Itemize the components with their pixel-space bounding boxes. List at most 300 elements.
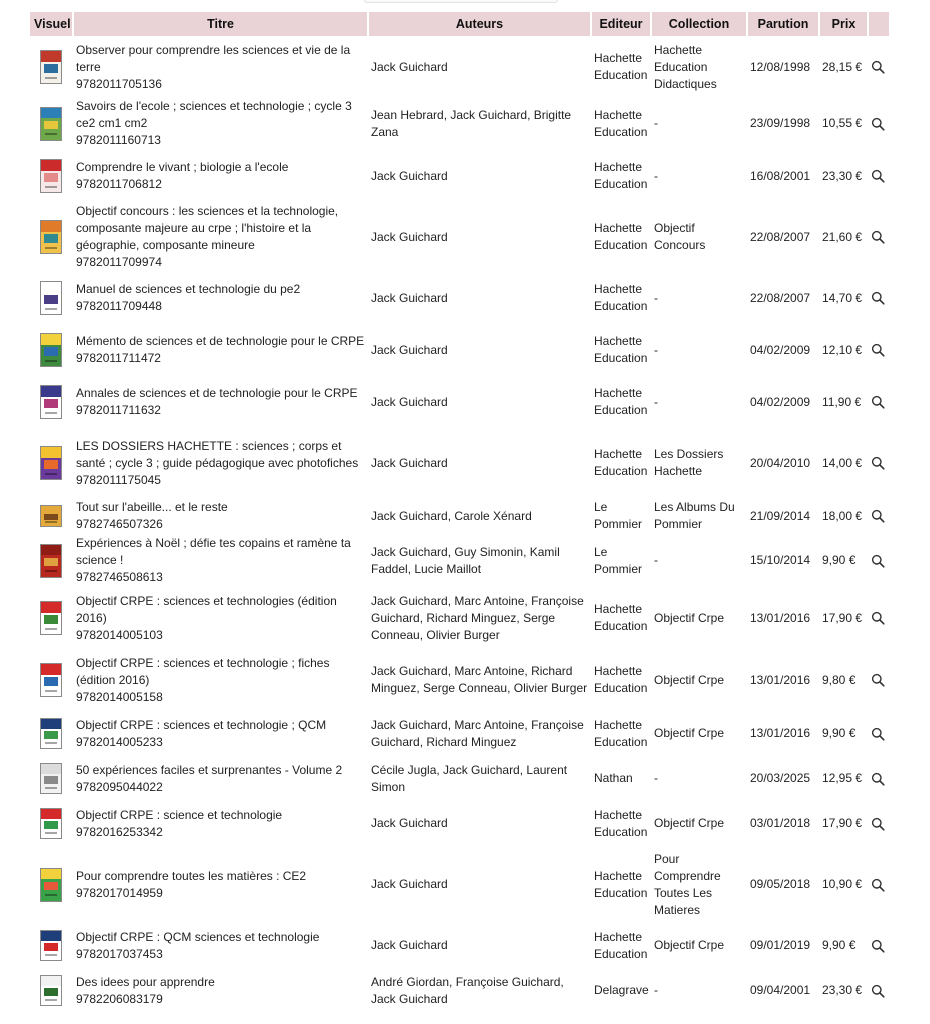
cover-art (44, 677, 58, 685)
cover-band (41, 282, 61, 293)
book-publisher: Hachette Education (594, 602, 648, 633)
book-authors: Cécile Jugla, Jack Guichard, Laurent Simon (371, 762, 568, 794)
book-isbn: 9782011709448 (76, 299, 162, 313)
book-authors: Jack Guichard (371, 877, 448, 891)
cover-line (45, 832, 57, 834)
book-price: 18,00 € (822, 508, 863, 523)
search-icon[interactable] (871, 727, 885, 741)
action-cell (869, 650, 889, 710)
book-publisher: Nathan (594, 771, 633, 785)
cover-cell (30, 588, 72, 648)
cover-art (44, 988, 58, 996)
book-authors: Jack Guichard, Marc Antoine, Françoise Guichard, Richard Minguez (371, 717, 584, 749)
cover-band (41, 809, 61, 819)
book-release-date: 21/09/2014 (750, 508, 811, 523)
search-icon[interactable] (871, 772, 885, 786)
book-release-date: 04/02/2009 (750, 342, 811, 357)
cover-art (44, 731, 58, 739)
book-title[interactable]: Objectif CRPE : sciences et technologie ; fiches (édition 2016) (76, 655, 330, 687)
book-isbn: 9782017014959 (76, 885, 163, 900)
book-isbn: 9782011705136 (76, 76, 162, 91)
book-publisher: Hachette Education (594, 807, 648, 839)
search-icon[interactable] (871, 456, 885, 470)
search-icon[interactable] (871, 169, 885, 183)
cover-line (45, 742, 57, 744)
title-cell (74, 325, 367, 375)
book-authors: Jean Hebrard, Jack Guichard, Brigitte Zana (371, 107, 572, 139)
book-isbn: 9782016253342 (76, 824, 163, 839)
title-cell (74, 151, 367, 201)
action-cell (869, 588, 889, 648)
book-title[interactable]: Annales de sciences et de technologie pour le CRPE (76, 386, 358, 400)
book-price: 17,90 € (822, 610, 863, 625)
search-icon[interactable] (871, 984, 885, 998)
cover-cell (30, 151, 72, 201)
book-authors: Jack Guichard (371, 394, 448, 409)
header-auteurs[interactable]: Auteurs (369, 12, 590, 36)
table-row (30, 151, 889, 201)
book-title[interactable]: LES DOSSIERS HACHETTE : sciences ; corps et santé ; cycle 3 ; guide pédagogique avec photofiches (76, 438, 359, 470)
header-actions (869, 12, 889, 36)
book-isbn: 9782095044022 (76, 779, 163, 794)
book-title[interactable]: Observer pour comprendre les sciences et vie de la terre (76, 42, 351, 74)
search-icon[interactable] (871, 554, 885, 568)
book-cover-thumbnail[interactable] (40, 281, 62, 315)
cover-band (41, 602, 61, 613)
book-release-date: 03/01/2018 (750, 816, 811, 830)
book-release-date: 20/04/2010 (750, 455, 811, 470)
book-cover-thumbnail[interactable] (40, 763, 62, 794)
title-cell (74, 588, 367, 648)
cover-band (41, 664, 61, 675)
title-cell (74, 712, 367, 755)
book-release-date: 12/08/1998 (750, 59, 811, 74)
book-collection: Hachette Education Didactiques (654, 42, 717, 91)
book-cover-thumbnail[interactable] (40, 333, 62, 367)
book-title[interactable]: 50 expériences faciles et surprenantes - Volume 2 (76, 762, 343, 777)
search-icon[interactable] (871, 673, 885, 687)
title-cell (74, 969, 367, 1012)
cover-cell (30, 203, 72, 271)
book-cover-thumbnail[interactable] (40, 544, 62, 578)
search-icon[interactable] (871, 343, 885, 357)
book-isbn: 9782017037453 (76, 946, 163, 961)
cover-line (45, 787, 57, 789)
book-authors: Jack Guichard (371, 229, 448, 244)
table-row (30, 499, 889, 533)
cover-art (44, 514, 58, 519)
book-publisher: Hachette Education (594, 929, 648, 961)
book-publisher: Hachette Education (594, 868, 648, 900)
book-isbn: 9782014005103 (76, 627, 163, 642)
book-price: 28,15 € (822, 59, 863, 74)
cover-cell (30, 98, 72, 149)
header-visuel[interactable]: Visuel (30, 12, 72, 36)
book-isbn: 9782746507326 (76, 517, 163, 531)
table-row (30, 802, 889, 845)
title-cell (74, 924, 367, 967)
book-title[interactable]: Objectif CRPE : QCM sciences et technologie (76, 929, 320, 944)
action-cell (869, 924, 889, 967)
book-authors: Jack Guichard, Marc Antoine, Richard Minguez, Serge Conneau, Olivier Burger (371, 664, 588, 695)
title-cell (74, 429, 367, 497)
book-price: 12,10 € (822, 342, 863, 357)
book-release-date: 09/04/2001 (750, 983, 811, 997)
book-title[interactable]: Expériences à Noël ; défie tes copains et ramène ta science ! (76, 536, 351, 567)
book-price: 10,90 € (822, 877, 863, 891)
book-isbn: 9782011175045 (76, 472, 161, 487)
book-publisher: Hachette Education (594, 447, 648, 478)
book-isbn: 9782746508613 (76, 570, 163, 584)
table-row (30, 38, 889, 96)
cover-band (41, 976, 61, 986)
cover-art (44, 234, 58, 242)
header-parution[interactable]: Parution (748, 12, 818, 36)
action-cell (869, 535, 889, 586)
cover-band (41, 447, 61, 458)
book-price: 14,00 € (822, 455, 863, 470)
book-release-date: 15/10/2014 (750, 553, 811, 567)
book-title[interactable]: Tout sur l'abeille... et le reste (76, 500, 228, 514)
book-title[interactable]: Mémento de sciences et de technologie pour le CRPE (76, 334, 365, 348)
book-publisher: Hachette Education (594, 334, 648, 365)
cover-art (44, 821, 58, 829)
book-publisher: Hachette Education (594, 107, 648, 139)
cover-line (45, 473, 57, 475)
book-release-date: 09/05/2018 (750, 877, 811, 891)
title-cell (74, 650, 367, 710)
table-row (30, 712, 889, 755)
action-cell (869, 38, 889, 96)
search-icon[interactable] (871, 817, 885, 831)
book-release-date: 22/08/2007 (750, 229, 811, 244)
book-title[interactable]: Objectif CRPE : sciences et technologies (édition 2016) (76, 593, 337, 625)
title-cell (74, 802, 367, 845)
action-cell (869, 712, 889, 755)
book-publisher: Le Pommier (594, 500, 643, 531)
book-authors: Jack Guichard (371, 59, 448, 74)
book-collection: - (654, 116, 658, 130)
cover-cell (30, 535, 72, 586)
cover-band (41, 764, 61, 774)
cover-cell (30, 969, 72, 1012)
book-collection: Objectif Crpe (654, 672, 725, 687)
book-collection: Pour Comprendre Toutes Les Matieres (654, 851, 721, 917)
book-collection: - (654, 771, 658, 785)
book-title[interactable]: Objectif CRPE : sciences et technologie ; QCM (76, 717, 327, 732)
action-cell (869, 802, 889, 845)
cover-line (45, 521, 57, 523)
cover-line (45, 628, 57, 630)
cover-cell (30, 38, 72, 96)
action-cell (869, 98, 889, 149)
cover-band (41, 506, 61, 513)
search-icon[interactable] (871, 509, 885, 523)
book-authors: Jack Guichard (371, 290, 448, 305)
cover-line (45, 690, 57, 692)
title-cell (74, 273, 367, 323)
cover-cell (30, 429, 72, 497)
book-isbn: 9782014005158 (76, 689, 163, 704)
book-publisher: Hachette Education (594, 160, 648, 191)
cover-art (44, 882, 58, 890)
cover-art (44, 615, 58, 623)
book-collection: - (654, 342, 658, 357)
book-cover-thumbnail[interactable] (40, 159, 62, 193)
book-cover-thumbnail[interactable] (40, 975, 62, 1006)
table-row (30, 325, 889, 375)
action-cell (869, 325, 889, 375)
book-release-date: 13/01/2016 (750, 610, 811, 625)
action-cell (869, 847, 889, 922)
action-cell (869, 969, 889, 1012)
action-cell (869, 377, 889, 427)
cover-art (44, 64, 58, 72)
book-isbn: 9782011160713 (76, 133, 161, 147)
book-price: 17,90 € (822, 816, 863, 830)
book-authors: Jack Guichard (371, 168, 448, 183)
book-price: 9,90 € (822, 553, 856, 567)
book-price: 21,60 € (822, 229, 863, 244)
title-cell (74, 757, 367, 800)
book-release-date: 13/01/2016 (750, 672, 811, 687)
table-row (30, 588, 889, 648)
table-row (30, 203, 889, 271)
table-row (30, 98, 889, 149)
cover-art (44, 776, 58, 784)
search-icon[interactable] (871, 60, 885, 74)
cover-line (45, 360, 57, 362)
search-icon[interactable] (871, 395, 885, 409)
book-release-date: 23/09/1998 (750, 116, 811, 130)
book-authors: Jack Guichard, Guy Simonin, Kamil Faddel, Lucie Maillot (371, 544, 560, 576)
book-price: 10,55 € (822, 116, 863, 130)
book-collection: - (654, 394, 658, 409)
book-collection: Objectif Crpe (654, 610, 725, 625)
book-collection: Objectif Crpe (654, 816, 725, 830)
action-cell (869, 429, 889, 497)
cover-line (45, 133, 57, 135)
cover-art (44, 173, 58, 181)
book-isbn: 9782014005233 (76, 734, 163, 749)
cover-art (44, 399, 58, 407)
book-authors: Jack Guichard (371, 816, 448, 830)
book-release-date: 20/03/2025 (750, 771, 811, 785)
cover-band (41, 869, 61, 880)
cover-line (45, 570, 57, 572)
table-row (30, 377, 889, 427)
cover-art (44, 943, 58, 951)
title-cell (74, 535, 367, 586)
book-title[interactable]: Savoirs de l'ecole ; sciences et technologie ; cycle 3 ce2 cm1 cm2 (76, 99, 352, 130)
book-publisher: Hachette Education (594, 386, 648, 417)
search-icon[interactable] (871, 878, 885, 892)
book-collection: Les Dossiers Hachette (654, 447, 724, 478)
cover-band (41, 545, 61, 556)
cover-art (44, 121, 58, 129)
table-row (30, 535, 889, 586)
book-price: 12,95 € (822, 771, 863, 785)
title-cell (74, 377, 367, 427)
cover-band (41, 221, 61, 232)
cover-cell (30, 712, 72, 755)
book-publisher: Le Pommier (594, 544, 643, 576)
cover-cell (30, 847, 72, 922)
book-authors: Jack Guichard, Marc Antoine, Françoise Guichard, Richard Minguez, Serge Conneau, Olivier Burger (371, 593, 584, 642)
book-authors: André Giordan, Françoise Guichard, Jack Guichard (371, 974, 564, 1006)
action-cell (869, 499, 889, 533)
cover-band (41, 386, 61, 397)
book-title[interactable]: Objectif concours : les sciences et la technologie, composante majeure au crpe ; l'histoire et la géographie, composante mineure (76, 204, 339, 252)
book-release-date: 16/08/2001 (750, 168, 811, 183)
books-table (28, 10, 891, 1014)
book-authors: Jack Guichard (371, 455, 448, 470)
book-title[interactable]: Manuel de sciences et technologie du pe2 (76, 282, 301, 296)
book-price: 14,70 € (822, 290, 863, 305)
cover-band (41, 931, 61, 941)
cover-band (41, 51, 61, 62)
book-title[interactable]: Des idees pour apprendre (76, 974, 215, 989)
book-cover-thumbnail[interactable] (40, 663, 62, 697)
header-collection[interactable]: Collection (652, 12, 746, 36)
cover-cell (30, 650, 72, 710)
search-icon[interactable] (871, 230, 885, 244)
table-body (30, 38, 889, 1012)
book-price: 11,90 € (822, 394, 862, 409)
book-cover-thumbnail[interactable] (40, 446, 62, 480)
cover-band (41, 108, 61, 119)
book-cover-thumbnail[interactable] (40, 718, 62, 749)
book-authors: Jack Guichard (371, 938, 448, 952)
book-cover-thumbnail[interactable] (40, 220, 62, 254)
cover-cell (30, 924, 72, 967)
search-icon[interactable] (871, 611, 885, 625)
book-cover-thumbnail[interactable] (40, 385, 62, 419)
action-cell (869, 151, 889, 201)
book-isbn: 9782011711472 (76, 351, 161, 365)
cover-art (44, 558, 58, 566)
table-row (30, 650, 889, 710)
top-search-tab (364, 0, 558, 3)
cover-cell (30, 273, 72, 323)
book-isbn: 9782011711632 (76, 403, 161, 417)
action-cell (869, 757, 889, 800)
book-collection: Les Albums Du Pommier (654, 500, 735, 531)
table-row (30, 969, 889, 1012)
book-collection: - (654, 553, 658, 567)
book-cover-thumbnail[interactable] (40, 107, 62, 141)
cover-line (45, 77, 57, 79)
book-price: 23,30 € (822, 168, 863, 183)
search-icon[interactable] (871, 291, 885, 305)
title-cell (74, 98, 367, 149)
book-authors: Jack Guichard (371, 342, 448, 357)
search-icon[interactable] (871, 117, 885, 131)
cover-line (45, 247, 57, 249)
cover-line (45, 954, 57, 956)
title-cell (74, 499, 367, 533)
title-cell (74, 203, 367, 271)
book-collection: Objectif Crpe (654, 938, 725, 952)
book-cover-thumbnail[interactable] (40, 601, 62, 635)
cover-line (45, 186, 57, 188)
table-header-row (30, 12, 889, 36)
cover-cell (30, 377, 72, 427)
table-row (30, 273, 889, 323)
cover-cell (30, 757, 72, 800)
book-price: 23,30 € (822, 983, 863, 997)
cover-line (45, 894, 57, 896)
book-collection: - (654, 168, 658, 183)
action-cell (869, 203, 889, 271)
book-collection: - (654, 290, 658, 305)
cover-line (45, 412, 57, 414)
book-authors: Jack Guichard, Carole Xénard (371, 508, 532, 523)
book-isbn: 9782011709974 (76, 255, 162, 269)
table-row (30, 847, 889, 922)
book-title[interactable]: Comprendre le vivant ; biologie a l'ecole (76, 160, 289, 174)
book-publisher: Hachette Education (594, 221, 648, 252)
book-publisher: Hachette Education (594, 51, 648, 82)
cover-cell (30, 802, 72, 845)
table-row (30, 429, 889, 497)
book-collection: - (654, 983, 658, 997)
header-editeur[interactable]: Editeur (592, 12, 650, 36)
book-price: 9,90 € (822, 726, 856, 740)
table-row (30, 757, 889, 800)
book-cover-thumbnail[interactable] (40, 808, 62, 839)
book-cover-thumbnail[interactable] (40, 930, 62, 961)
title-cell (74, 38, 367, 96)
header-titre[interactable]: Titre (74, 12, 367, 36)
book-cover-thumbnail[interactable] (40, 505, 62, 527)
action-cell (869, 273, 889, 323)
cover-band (41, 334, 61, 345)
cover-line (45, 308, 57, 310)
book-release-date: 09/01/2019 (750, 938, 811, 952)
cover-band (41, 160, 61, 171)
book-title[interactable]: Objectif CRPE : science et technologie (76, 807, 283, 822)
book-isbn: 9782206083179 (76, 991, 163, 1006)
book-isbn: 9782011706812 (76, 177, 162, 191)
cover-art (44, 295, 58, 303)
book-title[interactable]: Pour comprendre toutes les matières : CE2 (76, 868, 307, 883)
book-price: 9,90 € (822, 938, 856, 952)
cover-art (44, 460, 58, 468)
cover-cell (30, 499, 72, 533)
book-release-date: 22/08/2007 (750, 290, 811, 305)
cover-cell (30, 325, 72, 375)
book-publisher: Hachette Education (594, 282, 648, 313)
book-cover-thumbnail[interactable] (40, 50, 62, 84)
table-row (30, 924, 889, 967)
book-release-date: 13/01/2016 (750, 726, 811, 740)
book-publisher: Hachette Education (594, 717, 648, 749)
cover-line (45, 999, 57, 1001)
title-cell (74, 847, 367, 922)
book-price: 9,80 € (822, 672, 856, 687)
book-cover-thumbnail[interactable] (40, 868, 62, 902)
cover-art (44, 347, 58, 355)
book-collection: Objectif Crpe (654, 726, 725, 740)
search-icon[interactable] (871, 939, 885, 953)
book-publisher: Hachette Education (594, 664, 648, 695)
header-prix[interactable]: Prix (820, 12, 867, 36)
book-collection: Objectif Concours (654, 221, 706, 252)
book-publisher: Delagrave (594, 983, 649, 997)
cover-band (41, 719, 61, 729)
book-release-date: 04/02/2009 (750, 394, 811, 409)
